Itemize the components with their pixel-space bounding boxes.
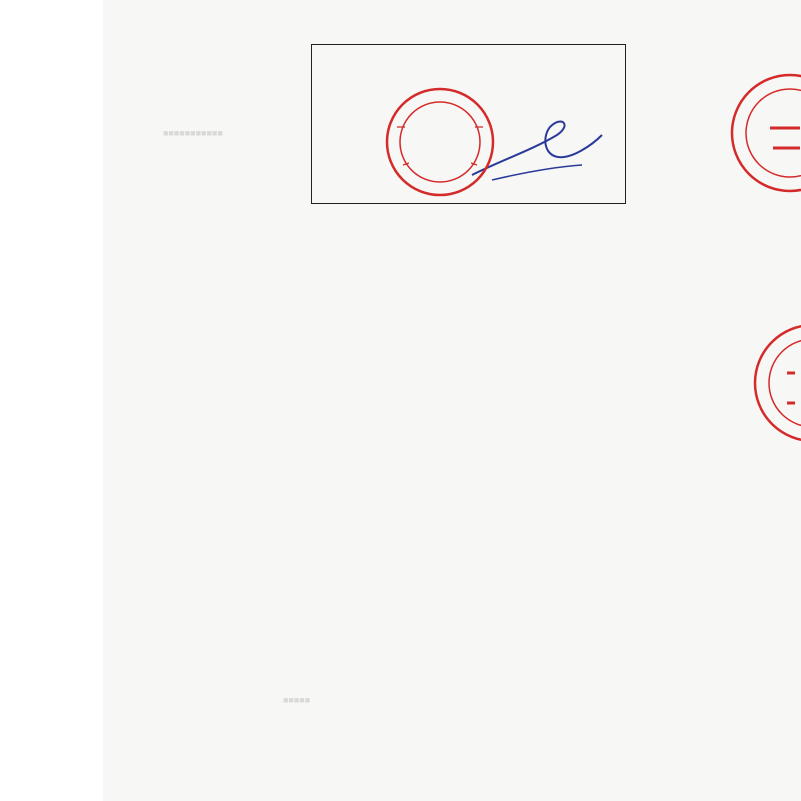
- bleed-through-text: ■■■■■: [283, 695, 311, 705]
- partial-seal-icon: [715, 68, 801, 198]
- bleed-through-text: ■■■■■■■■■■■: [163, 128, 223, 138]
- partial-seal-icon-2: [743, 318, 801, 448]
- official-seal-icon: [383, 85, 498, 200]
- document-page: [103, 0, 801, 801]
